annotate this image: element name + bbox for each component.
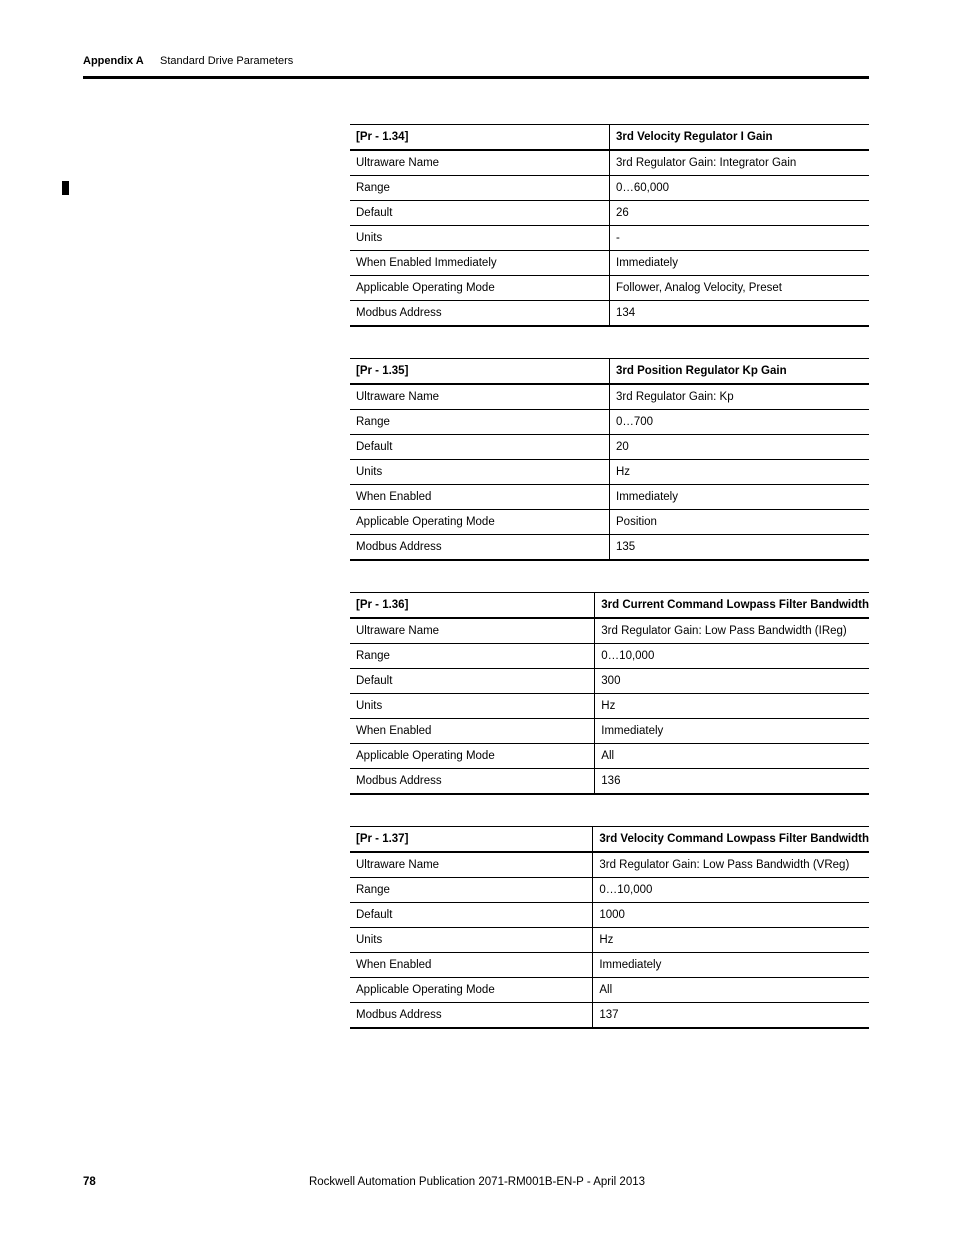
row-label: When Enabled xyxy=(350,953,593,978)
table-row xyxy=(350,744,869,769)
table-row xyxy=(350,510,869,535)
row-label: When Enabled Immediately xyxy=(350,251,610,276)
row-value: 134 xyxy=(610,301,870,327)
parameter-id: [Pr - 1.35] xyxy=(350,359,610,385)
row-label: Modbus Address xyxy=(350,535,610,561)
row-label: Applicable Operating Mode xyxy=(350,744,595,769)
row-label: When Enabled xyxy=(350,485,610,510)
table-row xyxy=(350,903,869,928)
parameter-id: [Pr - 1.37] xyxy=(350,827,593,853)
parameter-table-1-37 xyxy=(350,826,869,1029)
parameter-table-1-35 xyxy=(350,358,869,561)
table-row xyxy=(350,176,869,201)
table-row xyxy=(350,978,869,1003)
parameter-table-1-34 xyxy=(350,124,869,327)
row-value: Position xyxy=(610,510,870,535)
row-label: Ultraware Name xyxy=(350,384,610,410)
row-value: All xyxy=(593,978,869,1003)
row-label: Units xyxy=(350,460,610,485)
page-number: 78 xyxy=(83,1176,96,1188)
table-header-row xyxy=(350,125,869,151)
table-row xyxy=(350,852,869,878)
table-row xyxy=(350,694,869,719)
row-value: Immediately xyxy=(593,953,869,978)
row-label: Units xyxy=(350,928,593,953)
row-value: Immediately xyxy=(610,251,870,276)
parameter-title: 3rd Position Regulator Kp Gain xyxy=(610,359,870,385)
row-label: Modbus Address xyxy=(350,301,610,327)
row-value: 0…60,000 xyxy=(610,176,870,201)
row-label: Range xyxy=(350,644,595,669)
table-row xyxy=(350,618,869,644)
row-value: Hz xyxy=(593,928,869,953)
row-value: 0…10,000 xyxy=(595,644,869,669)
row-label: Applicable Operating Mode xyxy=(350,978,593,1003)
table-row xyxy=(350,644,869,669)
table-row xyxy=(350,435,869,460)
row-label: Default xyxy=(350,435,610,460)
table-row xyxy=(350,301,869,327)
running-header xyxy=(83,52,869,79)
parameter-id: [Pr - 1.34] xyxy=(350,125,610,151)
row-label: Default xyxy=(350,201,610,226)
table-row xyxy=(350,719,869,744)
parameter-table-1-36 xyxy=(350,592,869,795)
table-row xyxy=(350,669,869,694)
row-value: 300 xyxy=(595,669,869,694)
table-row xyxy=(350,953,869,978)
row-value: All xyxy=(595,744,869,769)
row-value: 1000 xyxy=(593,903,869,928)
parameter-title: 3rd Velocity Command Lowpass Filter Bandwidth xyxy=(593,827,869,853)
parameter-title: 3rd Current Command Lowpass Filter Bandwidth xyxy=(595,593,869,619)
row-value: 135 xyxy=(610,535,870,561)
row-value: 136 xyxy=(595,769,869,795)
table-row xyxy=(350,485,869,510)
row-label: Range xyxy=(350,878,593,903)
row-label: Default xyxy=(350,669,595,694)
row-label: Units xyxy=(350,694,595,719)
row-label: Applicable Operating Mode xyxy=(350,276,610,301)
table-header-row xyxy=(350,359,869,385)
row-value: 3rd Regulator Gain: Integrator Gain xyxy=(610,150,870,176)
table-row xyxy=(350,769,869,795)
table-row xyxy=(350,226,869,251)
row-value: 20 xyxy=(610,435,870,460)
row-label: Default xyxy=(350,903,593,928)
row-value: 3rd Regulator Gain: Kp xyxy=(610,384,870,410)
row-value: 0…700 xyxy=(610,410,870,435)
parameter-id: [Pr - 1.36] xyxy=(350,593,595,619)
row-label: Modbus Address xyxy=(350,769,595,795)
row-label: Ultraware Name xyxy=(350,618,595,644)
table-row xyxy=(350,410,869,435)
row-label: Modbus Address xyxy=(350,1003,593,1029)
row-value: 3rd Regulator Gain: Low Pass Bandwidth (IReg) xyxy=(595,618,869,644)
row-label: When Enabled xyxy=(350,719,595,744)
publication-info: Rockwell Automation Publication 2071-RM001B-EN-P - April 2013 xyxy=(308,1176,645,1188)
table-row xyxy=(350,1003,869,1029)
row-value: Immediately xyxy=(595,719,869,744)
row-value: Hz xyxy=(595,694,869,719)
change-bar-marker xyxy=(62,181,69,195)
row-value: - xyxy=(610,226,870,251)
table-row xyxy=(350,535,869,561)
row-value: Follower, Analog Velocity, Preset xyxy=(610,276,870,301)
table-row xyxy=(350,928,869,953)
row-label: Range xyxy=(350,176,610,201)
appendix-label: Appendix A xyxy=(83,55,144,67)
row-label: Ultraware Name xyxy=(350,150,610,176)
row-label: Units xyxy=(350,226,610,251)
table-row xyxy=(350,201,869,226)
table-row xyxy=(350,878,869,903)
table-row xyxy=(350,251,869,276)
page-footer xyxy=(0,1176,954,1194)
row-value: 137 xyxy=(593,1003,869,1029)
row-label: Range xyxy=(350,410,610,435)
table-row xyxy=(350,460,869,485)
section-title: Standard Drive Parameters xyxy=(160,55,294,67)
row-value: 26 xyxy=(610,201,870,226)
table-row xyxy=(350,276,869,301)
row-value: Immediately xyxy=(610,485,870,510)
row-value: 0…10,000 xyxy=(593,878,869,903)
row-value: 3rd Regulator Gain: Low Pass Bandwidth (VReg) xyxy=(593,852,869,878)
table-row xyxy=(350,384,869,410)
row-value: Hz xyxy=(610,460,870,485)
table-header-row xyxy=(350,593,869,619)
row-label: Applicable Operating Mode xyxy=(350,510,610,535)
table-row xyxy=(350,150,869,176)
row-label: Ultraware Name xyxy=(350,852,593,878)
parameter-title: 3rd Velocity Regulator I Gain xyxy=(610,125,870,151)
table-header-row xyxy=(350,827,869,853)
